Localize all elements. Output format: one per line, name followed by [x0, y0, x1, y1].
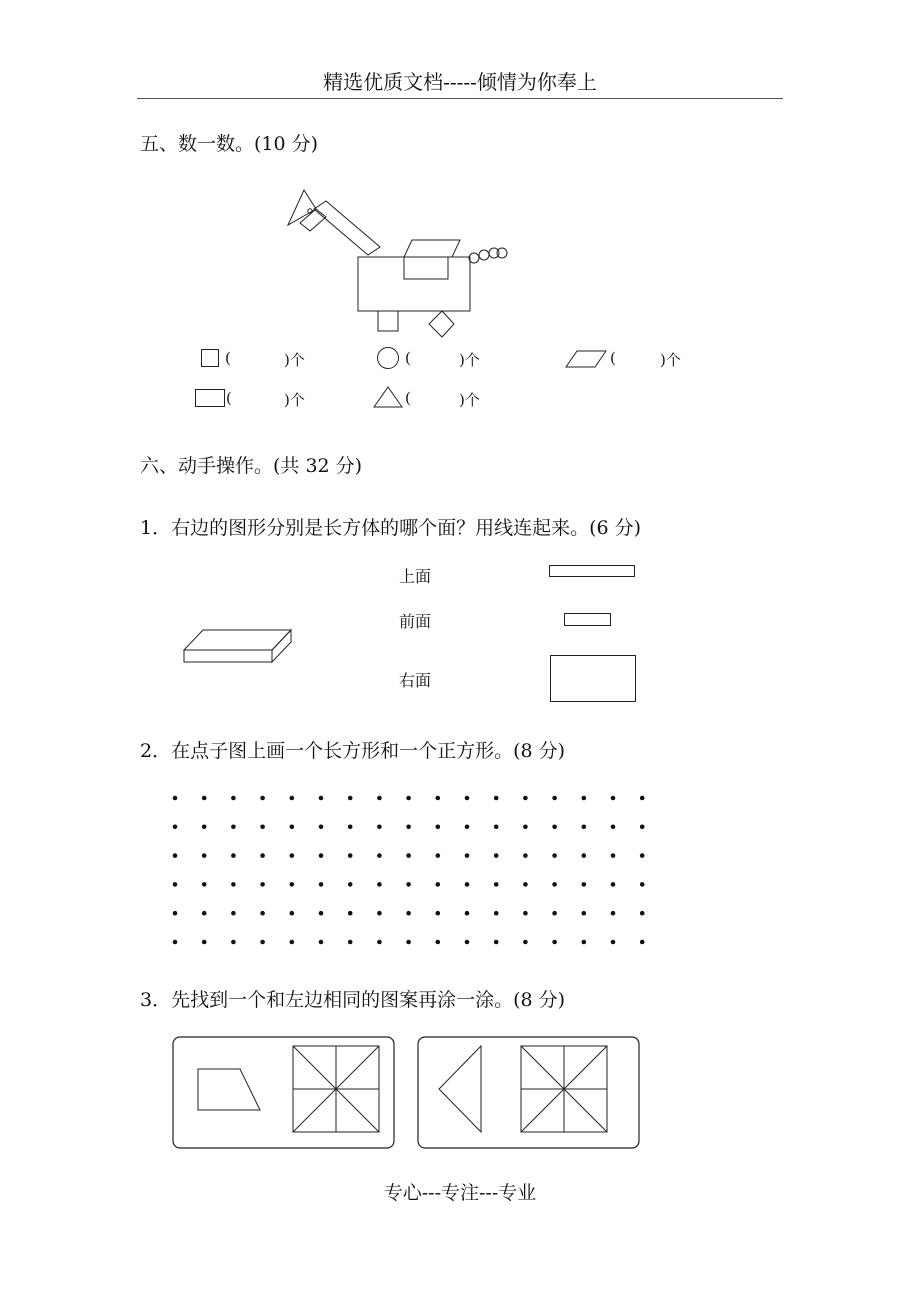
grid-dot[interactable] [202, 911, 207, 916]
count-open-paren: ( [405, 389, 411, 407]
grid-dot[interactable] [348, 796, 353, 801]
grid-dot[interactable] [465, 825, 470, 830]
grid-dot[interactable] [290, 940, 295, 945]
grid-dot[interactable] [290, 796, 295, 801]
grid-dot[interactable] [173, 882, 178, 887]
grid-dot[interactable] [552, 911, 557, 916]
count-answer-square[interactable] [237, 349, 277, 367]
grid-dot[interactable] [173, 940, 178, 945]
trapezoid-shape [198, 1069, 260, 1110]
q1-title: 1．右边的图形分别是长方体的哪个面？用线连起来。(6 分) [140, 517, 642, 539]
horse-ear-triangle [288, 190, 316, 225]
grid-dot[interactable] [611, 940, 616, 945]
grid-dot[interactable] [523, 911, 528, 916]
count-open-paren: ( [405, 349, 411, 367]
grid-dot[interactable] [523, 940, 528, 945]
face-label-right: 右面 [399, 671, 432, 690]
grid-dot[interactable] [202, 796, 207, 801]
grid-dot[interactable] [436, 853, 441, 858]
grid-dot[interactable] [348, 911, 353, 916]
grid-dot[interactable] [582, 853, 587, 858]
q2-title: 2．在点子图上画一个长方形和一个正方形。(8 分) [140, 740, 566, 762]
count-answer-triangle[interactable] [415, 389, 455, 407]
grid-dot[interactable] [436, 940, 441, 945]
grid-dot[interactable] [377, 940, 382, 945]
section-5-title: 五、数一数。(10 分) [140, 133, 319, 155]
grid-dot[interactable] [406, 825, 411, 830]
grid-dot[interactable] [348, 940, 353, 945]
grid-dot[interactable] [611, 825, 616, 830]
triangle-shape [439, 1046, 481, 1132]
square-icon [201, 349, 219, 367]
face-option-long-rectangle[interactable] [549, 565, 635, 578]
grid-dot[interactable] [202, 825, 207, 830]
grid-dot[interactable] [465, 853, 470, 858]
grid-dot[interactable] [523, 825, 528, 830]
grid-dot[interactable] [523, 796, 528, 801]
grid-dot[interactable] [582, 882, 587, 887]
grid-dot[interactable] [582, 911, 587, 916]
count-answer-rectangle[interactable] [238, 389, 278, 407]
grid-dot[interactable] [290, 882, 295, 887]
grid-dot[interactable] [523, 853, 528, 858]
grid-dot[interactable] [377, 911, 382, 916]
grid-dot[interactable] [494, 796, 499, 801]
tail-circle [479, 250, 489, 260]
grid-dot[interactable] [202, 940, 207, 945]
parallelogram-icon [565, 350, 607, 368]
grid-dot[interactable] [377, 853, 382, 858]
grid-dot[interactable] [231, 940, 236, 945]
grid-dot[interactable] [173, 911, 178, 916]
grid-dot[interactable] [260, 796, 265, 801]
grid-dot[interactable] [406, 853, 411, 858]
grid-dot[interactable] [231, 825, 236, 830]
grid-dot[interactable] [611, 911, 616, 916]
count-close-unit: )个 [284, 391, 305, 409]
grid-dot[interactable] [348, 882, 353, 887]
grid-dot[interactable] [319, 825, 324, 830]
grid-dot[interactable] [260, 853, 265, 858]
grid-dot[interactable] [582, 825, 587, 830]
grid-dot[interactable] [319, 882, 324, 887]
horse-head-parallelogram [300, 209, 326, 231]
grid-dot[interactable] [465, 940, 470, 945]
grid-dot[interactable] [348, 825, 353, 830]
face-option-large-rectangle[interactable] [550, 655, 637, 703]
count-close-unit: )个 [660, 351, 681, 369]
count-close-unit: )个 [459, 391, 480, 409]
grid-dot[interactable] [552, 825, 557, 830]
grid-dot[interactable] [290, 911, 295, 916]
grid-dot[interactable] [611, 882, 616, 887]
grid-dot[interactable] [290, 853, 295, 858]
octant-square-pattern[interactable] [521, 1046, 607, 1132]
page-footer: 专心---专注---专业 [383, 1182, 537, 1204]
grid-dot[interactable] [523, 882, 528, 887]
count-answer-parallelogram[interactable] [620, 349, 658, 367]
grid-dot[interactable] [406, 940, 411, 945]
page-header-title: 精选优质文档-----倾情为你奉上 [323, 70, 597, 94]
circle-icon [376, 346, 400, 370]
face-label-front: 前面 [399, 612, 432, 631]
count-open-paren: ( [226, 389, 232, 407]
grid-dot[interactable] [173, 853, 178, 858]
grid-dot[interactable] [552, 796, 557, 801]
grid-dot[interactable] [640, 796, 645, 801]
grid-dot[interactable] [231, 911, 236, 916]
grid-dot[interactable] [406, 911, 411, 916]
count-close-unit: )个 [284, 351, 305, 369]
grid-dot[interactable] [260, 825, 265, 830]
rectangle-icon [195, 389, 225, 407]
grid-dot[interactable] [494, 882, 499, 887]
grid-dot[interactable] [231, 882, 236, 887]
grid-dot[interactable] [552, 882, 557, 887]
grid-dot[interactable] [377, 882, 382, 887]
grid-dot[interactable] [436, 882, 441, 887]
horse-leg-square [378, 311, 398, 331]
section-6-title: 六、动手操作。(共 32 分) [140, 455, 363, 477]
grid-dot[interactable] [377, 796, 382, 801]
grid-dot[interactable] [582, 796, 587, 801]
horse-back-square [404, 257, 448, 279]
cuboid-figure [183, 628, 293, 664]
grid-dot[interactable] [582, 940, 587, 945]
octant-square-pattern[interactable] [293, 1046, 379, 1132]
grid-dot[interactable] [173, 825, 178, 830]
grid-dot[interactable] [494, 911, 499, 916]
horse-neck-rectangle [314, 201, 380, 255]
grid-dot[interactable] [640, 825, 645, 830]
grid-dot[interactable] [494, 853, 499, 858]
triangle-icon [373, 386, 403, 408]
grid-dot[interactable] [290, 825, 295, 830]
grid-dot[interactable] [640, 940, 645, 945]
grid-dot[interactable] [436, 825, 441, 830]
grid-dot[interactable] [231, 796, 236, 801]
grid-dot[interactable] [436, 796, 441, 801]
horse-figure [280, 185, 520, 340]
grid-dot[interactable] [231, 853, 236, 858]
count-open-paren: ( [610, 349, 616, 367]
grid-dot[interactable] [552, 853, 557, 858]
face-option-small-rectangle[interactable] [564, 613, 612, 627]
grid-dot[interactable] [260, 940, 265, 945]
q3-title: 3．先找到一个和左边相同的图案再涂一涂。(8 分) [140, 989, 566, 1011]
grid-dot[interactable] [465, 911, 470, 916]
grid-dot[interactable] [640, 911, 645, 916]
grid-dot[interactable] [640, 853, 645, 858]
grid-dot[interactable] [494, 940, 499, 945]
horse-back-parallelogram [404, 240, 460, 257]
grid-dot[interactable] [319, 853, 324, 858]
count-answer-circle[interactable] [415, 349, 455, 367]
horse-body-rectangle [358, 257, 470, 311]
count-close-unit: )个 [459, 351, 480, 369]
dot-grid[interactable] [170, 792, 650, 948]
grid-dot[interactable] [640, 882, 645, 887]
grid-dot[interactable] [465, 796, 470, 801]
face-label-top: 上面 [399, 567, 432, 586]
grid-dot[interactable] [173, 796, 178, 801]
pattern-box-left [172, 1036, 396, 1150]
count-open-paren: ( [225, 349, 231, 367]
grid-dot[interactable] [260, 911, 265, 916]
grid-dot[interactable] [202, 853, 207, 858]
grid-dot[interactable] [319, 911, 324, 916]
grid-dot[interactable] [406, 796, 411, 801]
grid-dot[interactable] [611, 853, 616, 858]
grid-dot[interactable] [465, 882, 470, 887]
grid-dot[interactable] [494, 825, 499, 830]
horse-leg-diamond [429, 311, 454, 337]
grid-dot[interactable] [202, 882, 207, 887]
grid-dot[interactable] [552, 940, 557, 945]
pattern-box-right [417, 1036, 641, 1150]
grid-dot[interactable] [436, 911, 441, 916]
grid-dot[interactable] [319, 940, 324, 945]
grid-dot[interactable] [319, 796, 324, 801]
grid-dot[interactable] [377, 825, 382, 830]
grid-dot[interactable] [611, 796, 616, 801]
grid-dot[interactable] [260, 882, 265, 887]
header-divider [137, 98, 783, 99]
grid-dot[interactable] [406, 882, 411, 887]
grid-dot[interactable] [348, 853, 353, 858]
